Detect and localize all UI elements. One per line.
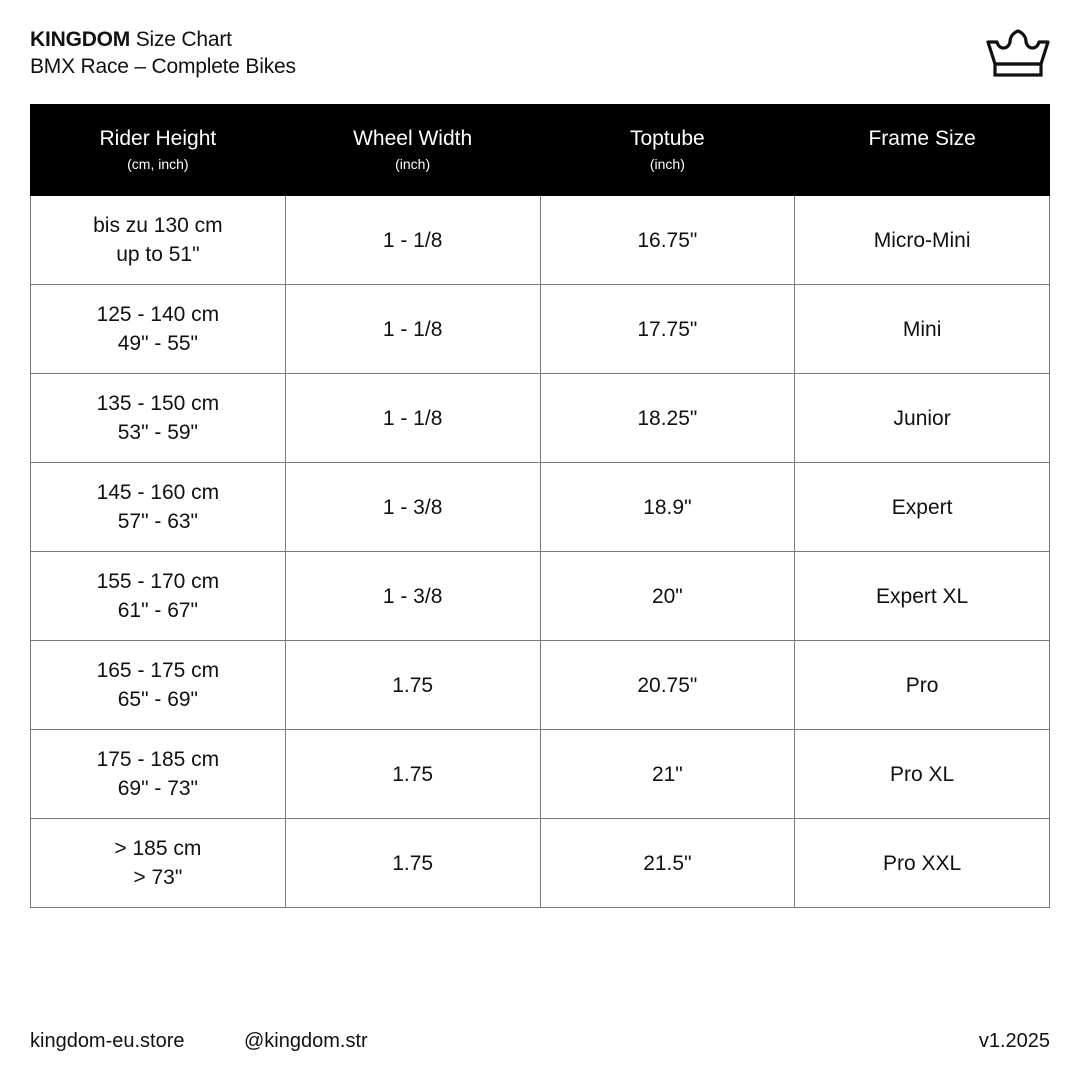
- cell-wheel-width: 1 - 1/8: [285, 374, 540, 463]
- cell-toptube: 21.5": [540, 819, 795, 908]
- footer-version: v1.2025: [978, 1030, 1050, 1052]
- rider-height-cm: 125 - 140 cm: [96, 303, 220, 326]
- table-row: [31, 819, 1050, 908]
- column-header-wheel-width: [285, 105, 540, 196]
- rider-height-inch: 49" - 55": [117, 332, 199, 355]
- cell-frame-size: Mini: [795, 285, 1050, 374]
- rider-height-inch: 65" - 69": [117, 688, 199, 711]
- cell-toptube: 21": [540, 730, 795, 819]
- table-body: [31, 196, 1050, 908]
- table-row: [31, 285, 1050, 374]
- cell-frame-size: Expert XL: [795, 552, 1050, 641]
- table-row: [31, 374, 1050, 463]
- rider-height-cm: 155 - 170 cm: [96, 570, 220, 593]
- cell-wheel-width: 1.75: [285, 641, 540, 730]
- cell-wheel-width: 1 - 1/8: [285, 285, 540, 374]
- column-header-rider-height: [31, 105, 286, 196]
- cell-wheel-width: 1.75: [285, 819, 540, 908]
- footer-website: kingdom-eu.store: [30, 1030, 185, 1052]
- cell-rider-height: [31, 730, 286, 819]
- footer-social-handle: @kingdom.str: [244, 1030, 368, 1052]
- rider-height-inch: 53" - 59": [117, 421, 199, 444]
- cell-rider-height: [31, 285, 286, 374]
- cell-toptube: 20.75": [540, 641, 795, 730]
- cell-wheel-width: 1 - 3/8: [285, 552, 540, 641]
- table-row: [31, 641, 1050, 730]
- rider-height-inch: up to 51": [116, 243, 200, 266]
- cell-frame-size: Expert: [795, 463, 1050, 552]
- column-header-unit: (inch): [395, 156, 431, 172]
- cell-toptube: 18.9": [540, 463, 795, 552]
- table-row: [31, 196, 1050, 285]
- column-header-frame-size: [795, 105, 1050, 196]
- cell-toptube: 18.25": [540, 374, 795, 463]
- rider-height-inch: 69" - 73": [117, 777, 199, 800]
- table-row: [31, 730, 1050, 819]
- cell-rider-height: [31, 819, 286, 908]
- cell-rider-height: [31, 374, 286, 463]
- cell-rider-height: [31, 552, 286, 641]
- cell-toptube: 17.75": [540, 285, 795, 374]
- rider-height-cm: 135 - 150 cm: [96, 392, 220, 415]
- cell-frame-size: Pro XXL: [795, 819, 1050, 908]
- column-header-spacer: [795, 152, 1049, 174]
- page-subtitle: BMX Race – Complete Bikes: [30, 55, 296, 78]
- cell-rider-height: [31, 641, 286, 730]
- column-header-label: Frame Size: [868, 127, 976, 150]
- size-chart-table: [30, 104, 1050, 908]
- crown-icon: [984, 28, 1052, 78]
- title-suffix: Size Chart: [135, 28, 232, 51]
- column-header-label: Rider Height: [99, 127, 217, 150]
- cell-frame-size: Micro-Mini: [795, 196, 1050, 285]
- column-header-label: Wheel Width: [353, 127, 473, 150]
- rider-height-inch: 57" - 63": [117, 510, 199, 533]
- table-header-row: [31, 105, 1050, 196]
- brand-name: KINGDOM: [30, 28, 131, 51]
- rider-height-inch: 61" - 67": [117, 599, 199, 622]
- cell-wheel-width: 1 - 1/8: [285, 196, 540, 285]
- rider-height-cm: 145 - 160 cm: [96, 481, 220, 504]
- cell-rider-height: [31, 196, 286, 285]
- cell-frame-size: Pro XL: [795, 730, 1050, 819]
- cell-frame-size: Junior: [795, 374, 1050, 463]
- cell-frame-size: Pro: [795, 641, 1050, 730]
- column-header-toptube: [540, 105, 795, 196]
- rider-height-cm: > 185 cm: [114, 837, 202, 860]
- column-header-label: Toptube: [630, 127, 705, 150]
- table-row: [31, 463, 1050, 552]
- rider-height-cm: 165 - 175 cm: [96, 659, 220, 682]
- cell-wheel-width: 1 - 3/8: [285, 463, 540, 552]
- cell-rider-height: [31, 463, 286, 552]
- cell-toptube: 16.75": [540, 196, 795, 285]
- rider-height-cm: bis zu 130 cm: [93, 214, 223, 237]
- table-row: [31, 552, 1050, 641]
- rider-height-cm: 175 - 185 cm: [96, 748, 220, 771]
- cell-toptube: 20": [540, 552, 795, 641]
- page-header: [30, 26, 296, 80]
- column-header-unit: (inch): [649, 156, 685, 172]
- rider-height-inch: > 73": [133, 866, 183, 889]
- column-header-unit: (cm, inch): [127, 156, 189, 172]
- page-title: [30, 26, 296, 53]
- cell-wheel-width: 1.75: [285, 730, 540, 819]
